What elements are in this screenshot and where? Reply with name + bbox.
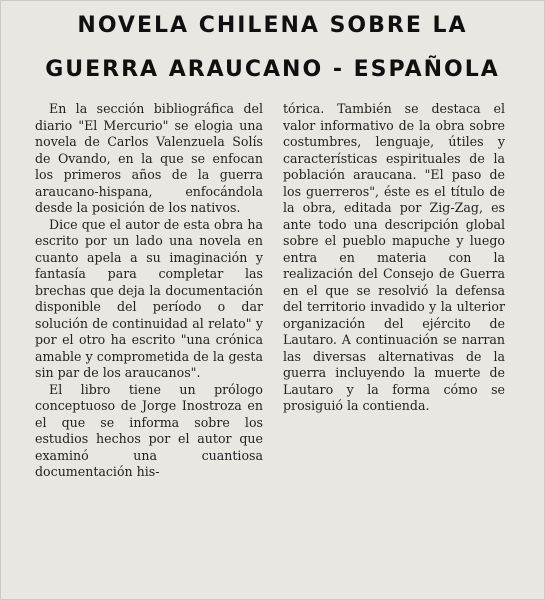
headline-line-1: NOVELA CHILENA SOBRE LA xyxy=(77,13,468,38)
headline-line-2: GUERRA ARAUCANO - ESPAÑOLA xyxy=(45,57,500,82)
article-paragraph-1: En la sección bibliográfica del diario "El Mercurio" se elogia una novela de Carlos Valenzuela Solís de Ovando, en la que se enfocan los primeros años de la guerra araucano-hispana, enfocándola desde la posición de los nativos. xyxy=(35,101,263,215)
article-paragraph-2: Dice que el autor de esta obra ha escrito por un lado una novela en cuanto apela a su imaginación y fantasía para completar las brechas que deja la documentación disponible del período o dar solución de continuidad al relato" y por el otro ha escrito "una crónica amable y comprometida de la gesta sin par de los araucanos". xyxy=(35,216,263,380)
article-column-left xyxy=(35,101,263,481)
article-paragraph-3: El libro tiene un prólogo conceptuoso de Jorge Inostroza en el que se informa sobre los estudios hechos por el autor que examinó una cuantiosa documentación his- xyxy=(35,381,263,479)
article-column-right xyxy=(283,101,505,415)
article-paragraph-continued: tórica. También se destaca el valor informativo de la obra sobre costumbres, lenguaje, útiles y características espirituales de la población araucana. "El paso de los guerreros", éste es el título de la obra, editada por Zig-Zag, es ante todo una descripción global sobre el pueblo mapuche y luego entra en materia con la realización del Consejo de Guerra en el que se resolvió la defensa del territorio invadido y la ulterior organización del ejército de Lautaro. A continuación se narran las diversas alternativas de la guerra incluyendo la muerte de Lautaro y la forma cómo se prosiguió la contienda. xyxy=(283,101,505,413)
